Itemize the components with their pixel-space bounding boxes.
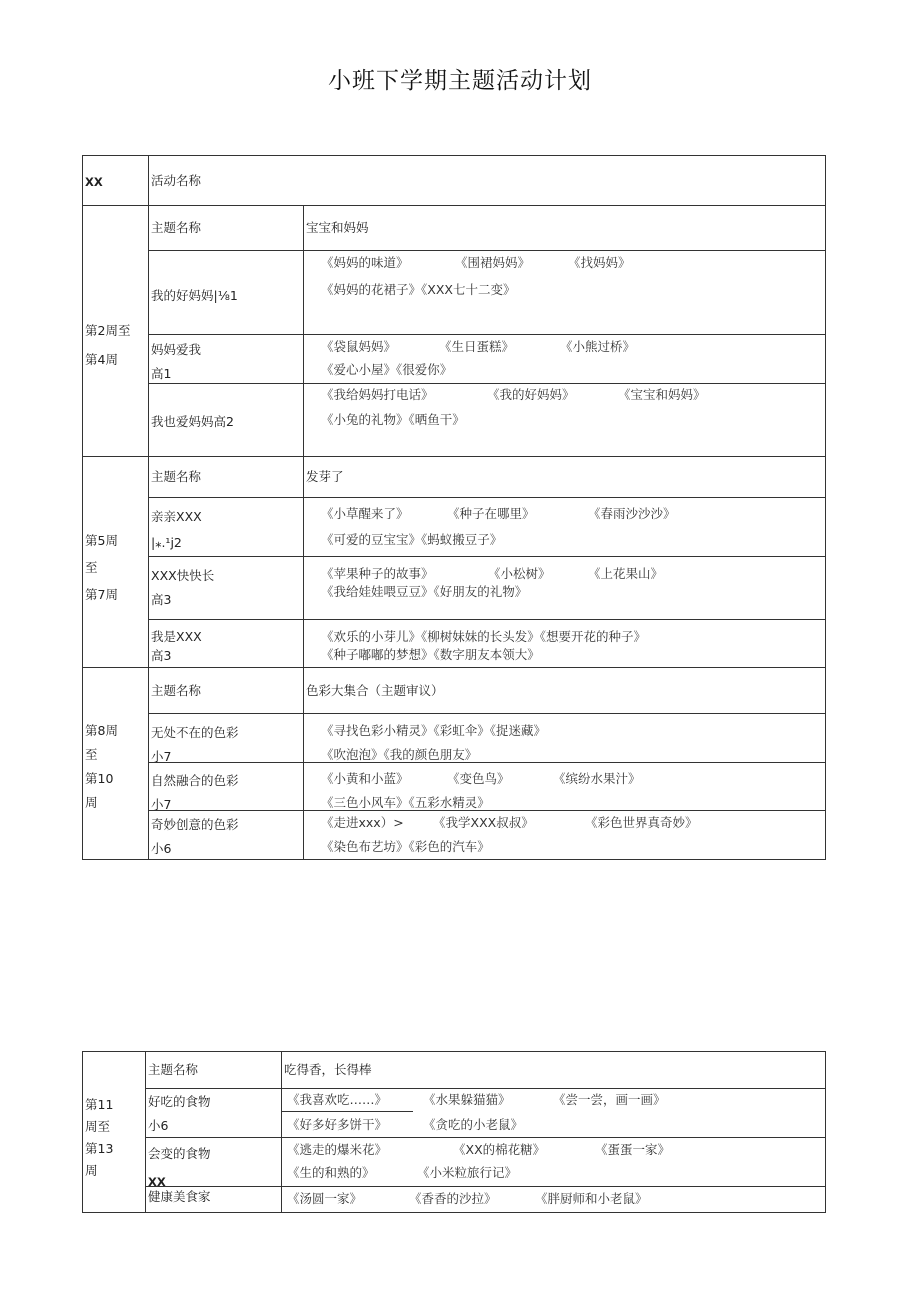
period-label: 第11 周至 第13 周	[85, 1097, 114, 1178]
activity-item: 《染色布艺坊》《彩色的汽车》	[321, 839, 490, 854]
sub-theme-name: XXX快快长 高3	[151, 568, 215, 607]
activity-item: 《走进xxx）>	[321, 815, 404, 830]
activity-item: 《生的和熟的》	[287, 1165, 375, 1180]
activity-item: 《妈妈的味道》	[321, 255, 409, 270]
activity-item: 《可爱的豆宝宝》《蚂蚁搬豆子》	[321, 532, 503, 547]
column-divider	[148, 156, 149, 859]
row-divider	[145, 1186, 825, 1187]
row-divider	[148, 334, 825, 335]
row-divider	[83, 456, 825, 457]
activity-item: 《袋鼠妈妈》	[321, 339, 397, 354]
activity-item: 《爱心小屋》《很爱你》	[321, 362, 453, 377]
sub-theme-name: 妈妈爱我 高1	[151, 342, 202, 381]
sub-theme-name: 自然融合的色彩 小7	[151, 773, 239, 812]
sub-theme-name: 奇妙创意的色彩 小6	[151, 817, 239, 856]
row-divider	[148, 556, 825, 557]
row-divider	[83, 205, 825, 206]
header-col1: XX	[85, 175, 103, 189]
activity-item: 《种子嘟嘟的梦想》《数字朋友本领大》	[321, 647, 540, 662]
activity-item: 《种子在哪里》	[447, 506, 535, 521]
activity-item: 《吹泡泡》《我的颜色朋友》	[321, 747, 478, 762]
row-divider	[83, 667, 825, 668]
page-title: 小班下学期主题活动计划	[328, 68, 592, 94]
theme-name: 吃得香，长得棒	[284, 1062, 372, 1077]
sub-theme-name: 无处不在的色彩 小7	[151, 725, 239, 764]
column-divider	[281, 1052, 282, 1212]
activity-item: 《贪吃的小老鼠》	[423, 1117, 524, 1132]
activity-item: 《我喜欢吃……》	[287, 1092, 388, 1107]
activity-item: 《寻找色彩小精灵》《彩虹伞》《捉迷藏》	[321, 723, 547, 738]
activity-item: 《逃走的爆米花》	[287, 1142, 388, 1157]
theme-name: 发芽了	[306, 469, 344, 484]
theme-label: 主题名称	[151, 683, 202, 698]
column-divider	[145, 1052, 146, 1212]
period-label: 第5周 至 第7周	[85, 533, 118, 602]
sub-theme-name: 健康美食家	[148, 1189, 211, 1204]
activity-item: 《小黄和小蓝》	[321, 771, 409, 786]
row-divider	[281, 1111, 413, 1112]
activity-item: 《小兔的礼物》《晒鱼干》	[321, 412, 465, 427]
activity-item: 《小米粒旅行记》	[417, 1165, 518, 1180]
row-divider	[148, 383, 825, 384]
theme-label: 主题名称	[148, 1062, 199, 1077]
activity-item: 《欢乐的小芽儿》《柳树妹妹的长头发》《想要开花的种子》	[321, 629, 647, 644]
activity-item: 《春雨沙沙沙》	[588, 506, 676, 521]
activity-plan-table	[82, 155, 826, 860]
period-label: 第2周至 第4周	[85, 323, 131, 367]
activity-item: 《妈妈的花裙子》《XXX七十二变》	[321, 282, 516, 297]
activity-item: 《小草醒来了》	[321, 506, 409, 521]
sub-theme-name: 我也爱妈妈高2	[151, 414, 234, 429]
activity-item: 《生日蛋糕》	[439, 339, 515, 354]
activity-item: 《我学XXX叔叔》	[433, 815, 534, 830]
theme-name: 色彩大集合（主题审议）	[306, 683, 444, 698]
activity-item: 《香香的沙拉》	[409, 1191, 497, 1206]
sub-theme-name: 亲亲XXX |⁎.¹j2	[151, 509, 202, 550]
theme-name: 宝宝和妈妈	[306, 220, 369, 235]
activity-item: 《蛋蛋一家》	[595, 1142, 671, 1157]
activity-item: 《水果躲猫猫》	[423, 1092, 511, 1107]
activity-item: 《小熊过桥》	[560, 339, 636, 354]
activity-item: 《XX的棉花糖》	[453, 1142, 546, 1157]
activity-item: 《胖厨师和小老鼠》	[535, 1191, 648, 1206]
row-divider	[148, 713, 825, 714]
period-label: 第8周 至 第10 周	[85, 723, 118, 810]
activity-item: 《苹果种子的故事》	[321, 566, 434, 581]
sub-theme-name: 我的好妈妈|⅛1	[151, 288, 238, 303]
row-divider	[148, 250, 825, 251]
activity-plan-table-continued	[82, 1051, 826, 1213]
activity-item: 《找妈妈》	[568, 255, 631, 270]
row-divider	[148, 762, 825, 763]
header-col2: 活动名称	[151, 173, 202, 188]
activity-item: 《三色小风车》《五彩水精灵》	[321, 795, 490, 810]
activity-item: 《我给娃娃喂豆豆》《好朋友的礼物》	[321, 584, 528, 599]
theme-label: 主题名称	[151, 220, 202, 235]
activity-item: 《彩色世界真奇妙》	[585, 815, 698, 830]
theme-label: 主题名称	[151, 469, 202, 484]
row-divider	[148, 619, 825, 620]
activity-item: 《围裙妈妈》	[455, 255, 531, 270]
activity-item: 《小松树》	[488, 566, 551, 581]
column-divider	[303, 205, 304, 859]
activity-item: 《缤纷水果汁》	[553, 771, 641, 786]
activity-item: 《变色鸟》	[447, 771, 510, 786]
activity-item: 《我的好妈妈》	[487, 387, 575, 402]
activity-item: 《尝一尝，画一画》	[553, 1092, 666, 1107]
activity-item: 《汤圆一家》	[287, 1191, 363, 1206]
activity-item: 《宝宝和妈妈》	[618, 387, 706, 402]
activity-item: 《我给妈妈打电话》	[321, 387, 434, 402]
row-divider	[145, 1088, 825, 1089]
sub-theme-name: 会变的食物 XX	[148, 1146, 211, 1189]
row-divider	[145, 1137, 825, 1138]
sub-theme-name: 我是XXX 高3	[151, 629, 202, 663]
activity-item: 《好多好多饼干》	[287, 1117, 388, 1132]
row-divider	[148, 497, 825, 498]
sub-theme-name: 好吃的食物 小6	[148, 1094, 211, 1133]
activity-item: 《上花果山》	[588, 566, 664, 581]
